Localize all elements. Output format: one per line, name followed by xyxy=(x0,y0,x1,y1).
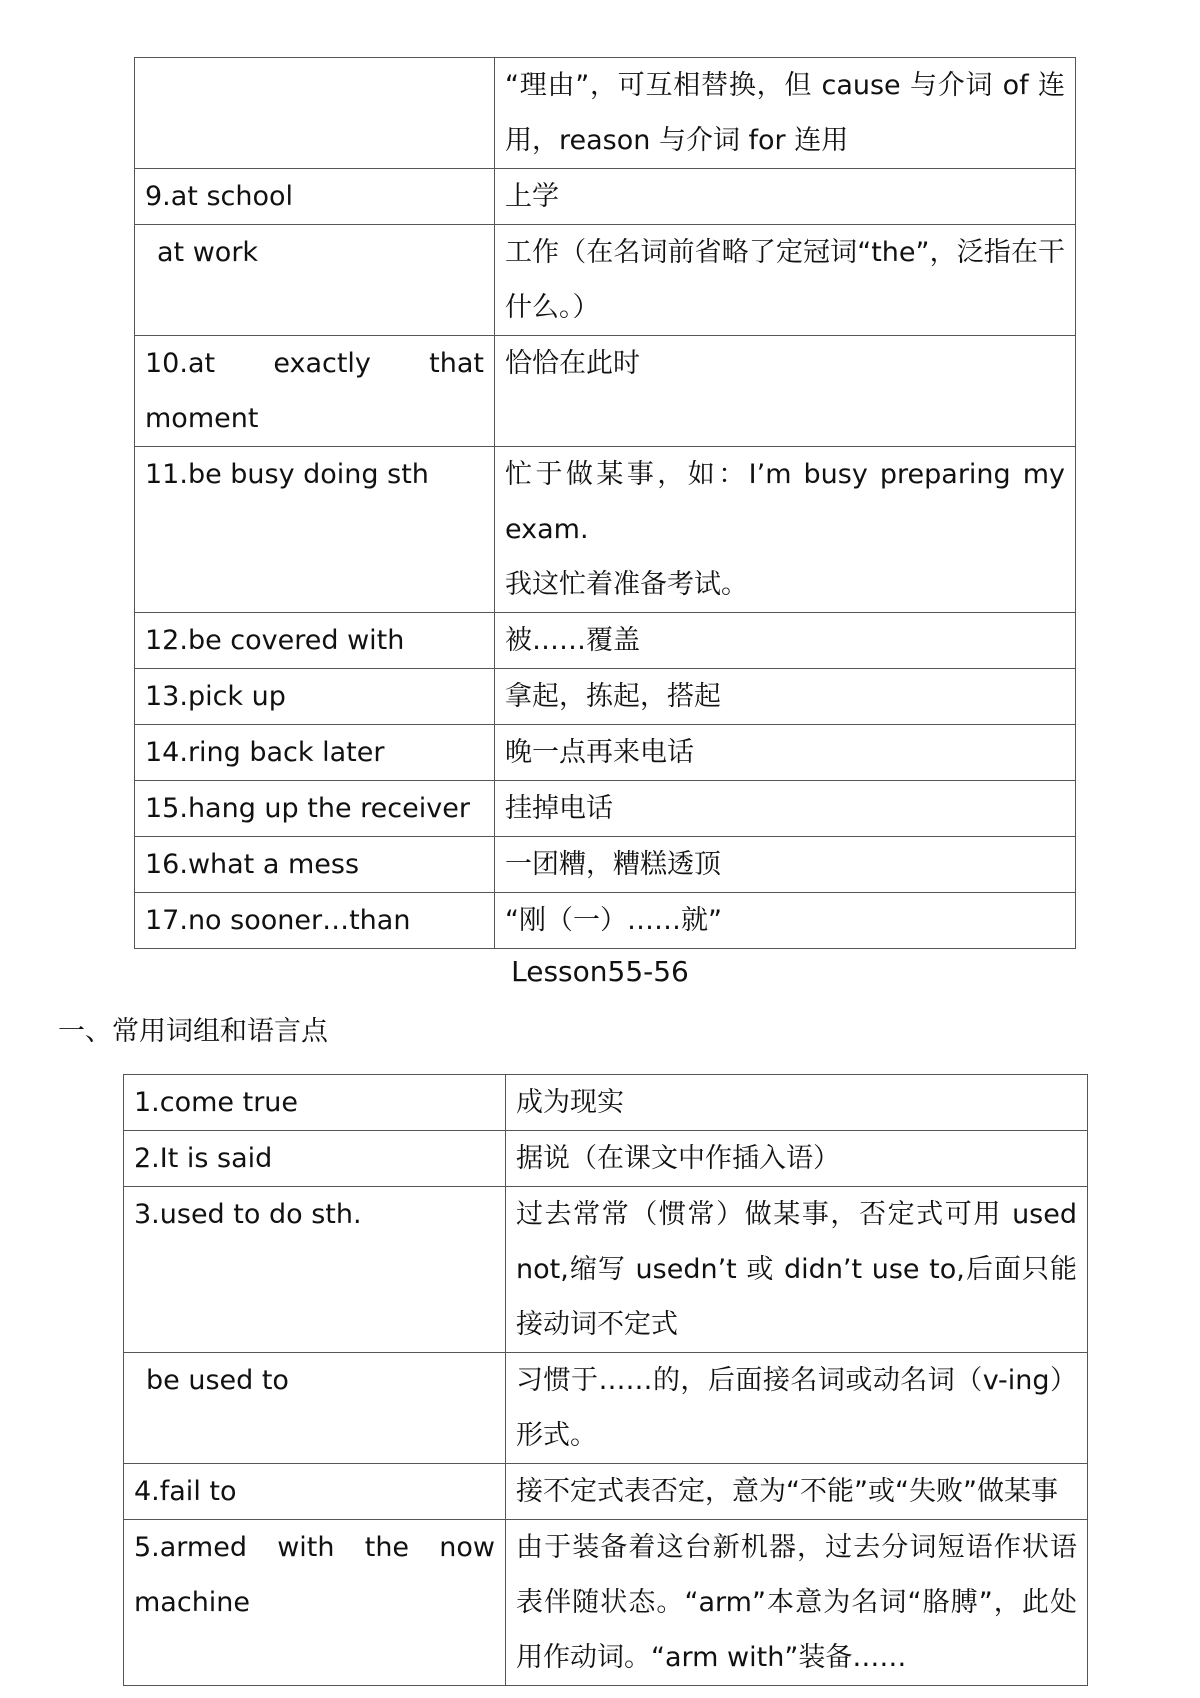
vocab-table-1 xyxy=(134,57,1076,949)
term-cell: at work xyxy=(135,225,495,336)
term-cell: 14.ring back later xyxy=(135,725,495,781)
meaning-cell: 被……覆盖 xyxy=(495,613,1076,669)
term-cell: be used to xyxy=(124,1353,506,1464)
meaning-cell: 一团糟，糟糕透顶 xyxy=(495,837,1076,893)
term-cell: 3.used to do sth. xyxy=(124,1187,506,1353)
table-row xyxy=(135,225,1076,336)
meaning-cell: 工作（在名词前省略了定冠词“the”，泛指在干什么。） xyxy=(495,225,1076,336)
meaning-cell: “理由”，可互相替换，但 cause 与介词 of 连用，reason 与介词 for 连用 xyxy=(495,58,1076,169)
table-row xyxy=(135,781,1076,837)
vocab-table-1-body xyxy=(135,58,1076,949)
table-row xyxy=(124,1131,1088,1187)
table-row xyxy=(135,893,1076,949)
meaning-cell: 忙于做某事，如：I’m busy preparing my exam. 我这忙着准备考试。 xyxy=(495,447,1076,613)
meaning-cell: 挂掉电话 xyxy=(495,781,1076,837)
meaning-cell: 由于装备着这台新机器，过去分词短语作状语表伴随状态。“arm”本意为名词“胳膊”，此处用作动词。“arm with”装备…… xyxy=(506,1520,1088,1686)
table-row xyxy=(124,1187,1088,1353)
meaning-cell: “刚（一）……就” xyxy=(495,893,1076,949)
table-row xyxy=(124,1464,1088,1520)
term-cell xyxy=(135,58,495,169)
table-row xyxy=(124,1353,1088,1464)
table-row xyxy=(135,613,1076,669)
term-cell: 13.pick up xyxy=(135,669,495,725)
table-row xyxy=(135,58,1076,169)
term-cell: 9.at school xyxy=(135,169,495,225)
table-row xyxy=(124,1520,1088,1686)
meaning-cell: 成为现实 xyxy=(506,1075,1088,1131)
term-cell: 15.hang up the receiver xyxy=(135,781,495,837)
term-cell: 5.armed with the now machine xyxy=(124,1520,506,1686)
meaning-cell: 拿起，拣起，搭起 xyxy=(495,669,1076,725)
table-row xyxy=(135,447,1076,613)
lesson-title: Lesson55-56 xyxy=(511,955,689,988)
table-row xyxy=(135,169,1076,225)
table-row xyxy=(135,837,1076,893)
table-row xyxy=(135,336,1076,447)
vocab-table-2-body xyxy=(124,1075,1088,1686)
meaning-cell: 习惯于……的，后面接名词或动名词（v-ing）形式。 xyxy=(506,1353,1088,1464)
meaning-cell: 晚一点再来电话 xyxy=(495,725,1076,781)
meaning-cell: 上学 xyxy=(495,169,1076,225)
table-row xyxy=(135,669,1076,725)
table-row xyxy=(124,1075,1088,1131)
meaning-cell: 据说（在课文中作插入语） xyxy=(506,1131,1088,1187)
term-cell: 11.be busy doing sth xyxy=(135,447,495,613)
term-cell: 2.It is said xyxy=(124,1131,506,1187)
vocab-table-2 xyxy=(123,1074,1088,1686)
meaning-cell: 接不定式表否定，意为“不能”或“失败”做某事 xyxy=(506,1464,1088,1520)
term-cell: 16.what a mess xyxy=(135,837,495,893)
term-cell: 12.be covered with xyxy=(135,613,495,669)
term-cell: 10.at exactly that moment xyxy=(135,336,495,447)
term-cell: 4.fail to xyxy=(124,1464,506,1520)
term-cell: 17.no sooner…than xyxy=(135,893,495,949)
table-row xyxy=(135,725,1076,781)
meaning-cell: 过去常常（惯常）做某事，否定式可用 used not,缩写 usedn’t 或 didn’t use to,后面只能接动词不定式 xyxy=(506,1187,1088,1353)
meaning-cell: 恰恰在此时 xyxy=(495,336,1076,447)
section-heading: 一、常用词组和语言点 xyxy=(58,1016,328,1047)
term-cell: 1.come true xyxy=(124,1075,506,1131)
